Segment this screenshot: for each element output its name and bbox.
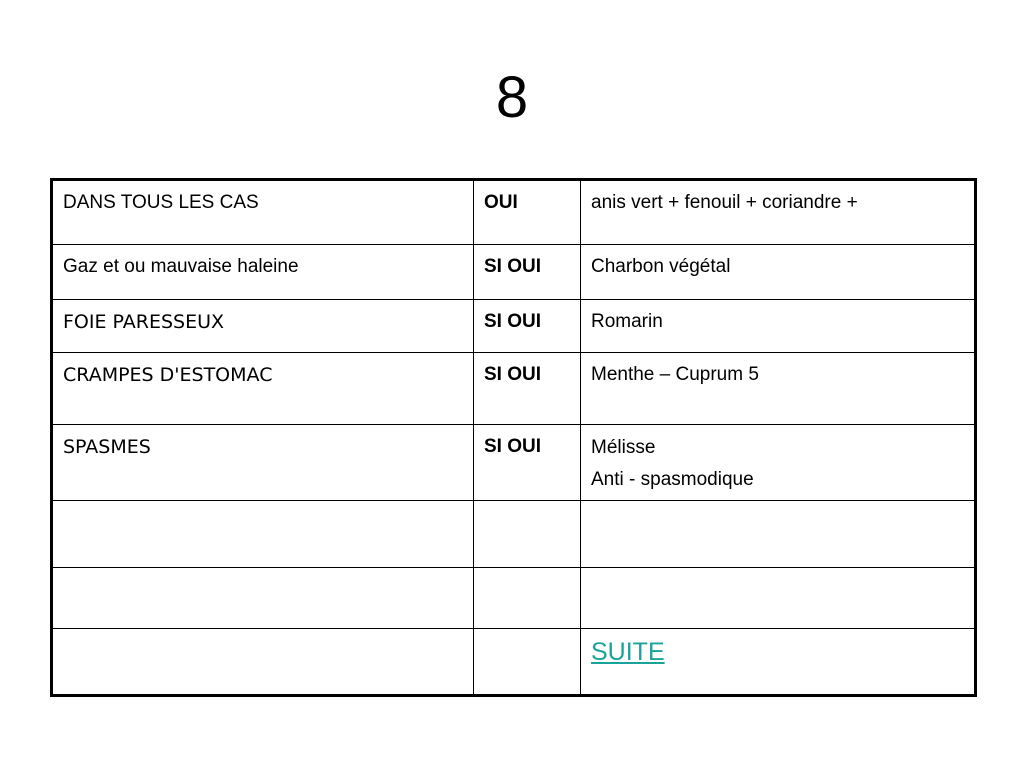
remedy-line: Mélisse	[591, 437, 656, 458]
answer-cell: OUI	[474, 180, 581, 245]
slide-title: 8	[495, 65, 529, 130]
suite-link[interactable]: SUITE	[591, 638, 665, 666]
table-row	[52, 501, 976, 568]
table-row	[52, 245, 976, 300]
condition-cell: FOIE PARESSEUX	[52, 300, 474, 353]
answer-cell: SI OUI	[474, 245, 581, 300]
condition-cell: SPASMES	[52, 425, 474, 501]
condition-cell: DANS TOUS LES CAS	[52, 180, 474, 245]
remedy-cell	[581, 425, 976, 501]
answer-cell: SI OUI	[474, 353, 581, 425]
table-row	[52, 180, 976, 245]
table-row	[52, 300, 976, 353]
answer-cell	[474, 629, 581, 696]
condition-cell: Gaz et ou mauvaise haleine	[52, 245, 474, 300]
remedy-cell: Menthe – Cuprum 5	[581, 353, 976, 425]
remedy-cell: Romarin	[581, 300, 976, 353]
remedy-cell	[581, 501, 976, 568]
condition-cell: CRAMPES D'ESTOMAC	[52, 353, 474, 425]
remedy-cell	[581, 568, 976, 629]
remedy-table	[50, 178, 977, 697]
condition-cell	[52, 629, 474, 696]
table-row	[52, 629, 976, 696]
remedy-cell: Charbon végétal	[581, 245, 976, 300]
table-row	[52, 353, 976, 425]
remedy-line: Anti - spasmodique	[591, 469, 754, 490]
remedy-cell: anis vert + fenouil + coriandre +	[581, 180, 976, 245]
answer-cell: SI OUI	[474, 425, 581, 501]
answer-cell: SI OUI	[474, 300, 581, 353]
table-row	[52, 425, 976, 501]
table-row	[52, 568, 976, 629]
condition-cell	[52, 501, 474, 568]
answer-cell	[474, 501, 581, 568]
condition-cell	[52, 568, 474, 629]
remedy-cell	[581, 629, 976, 696]
answer-cell	[474, 568, 581, 629]
